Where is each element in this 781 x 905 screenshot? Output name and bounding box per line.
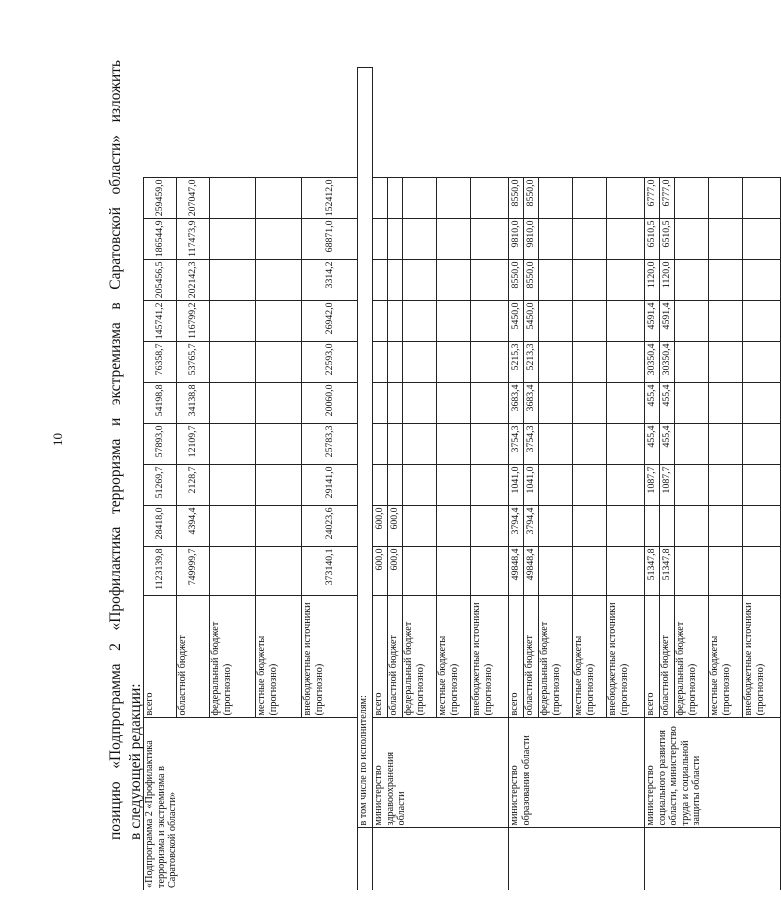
- amount-cell: 24023,6: [302, 506, 358, 547]
- amount-cell: [709, 260, 743, 301]
- blank-cell: [358, 828, 373, 890]
- amount-cell: 30350,4: [645, 342, 660, 383]
- amount-cell: [210, 383, 256, 424]
- amount-cell: [471, 465, 509, 506]
- amount-cell: [675, 424, 709, 465]
- amount-cell: [256, 342, 302, 383]
- amount-cell: 4591,4: [645, 301, 660, 342]
- amount-cell: [373, 178, 388, 219]
- amount-cell: 455,4: [645, 383, 660, 424]
- amount-cell: 68871,0: [302, 219, 358, 260]
- amount-cell: [210, 178, 256, 219]
- source-label: федеральный бюджет (прогнозно): [210, 596, 256, 718]
- amount-cell: 8550,0: [509, 178, 524, 219]
- table-row: [645, 68, 660, 890]
- amount-cell: [607, 342, 645, 383]
- amount-cell: [256, 424, 302, 465]
- blank-cell: [509, 828, 645, 890]
- amount-cell: [256, 301, 302, 342]
- amount-cell: 2128,7: [177, 465, 210, 506]
- source-label: всего: [373, 596, 388, 718]
- amount-cell: [471, 301, 509, 342]
- amount-cell: 76358,7: [144, 342, 177, 383]
- amount-cell: [437, 547, 471, 596]
- amount-cell: [675, 342, 709, 383]
- amount-cell: [709, 342, 743, 383]
- amount-cell: 51347,8: [660, 547, 675, 596]
- table-row: [509, 68, 524, 890]
- amount-cell: [210, 260, 256, 301]
- amount-cell: 51269,7: [144, 465, 177, 506]
- source-label: федеральный бюджет (прогнозно): [539, 596, 573, 718]
- source-label: местные бюджеты (прогнозно): [709, 596, 743, 718]
- amount-cell: 28418,0: [144, 506, 177, 547]
- amount-cell: [210, 547, 256, 596]
- executors-label: в том числе по исполнителям:: [358, 68, 373, 828]
- amount-cell: 749999,7: [177, 547, 210, 596]
- amount-cell: 49848,4: [524, 547, 539, 596]
- amount-cell: [210, 301, 256, 342]
- amount-cell: [471, 506, 509, 547]
- amount-cell: [437, 301, 471, 342]
- amount-cell: [645, 506, 660, 547]
- amount-cell: [607, 301, 645, 342]
- amount-cell: [388, 424, 403, 465]
- amount-cell: 152412,0: [302, 178, 358, 219]
- amount-cell: 186544,9: [144, 219, 177, 260]
- amount-cell: [471, 424, 509, 465]
- amount-cell: [709, 301, 743, 342]
- amount-cell: [743, 178, 781, 219]
- amount-cell: 117473,9: [177, 219, 210, 260]
- amount-cell: [573, 424, 607, 465]
- amount-cell: 373140,1: [302, 547, 358, 596]
- amount-cell: [471, 342, 509, 383]
- amount-cell: 600,0: [373, 547, 388, 596]
- amount-cell: [675, 547, 709, 596]
- source-label: областной бюджет: [177, 596, 210, 718]
- source-label: всего: [509, 596, 524, 718]
- source-label: всего: [645, 596, 660, 718]
- amount-cell: 1120,0: [645, 260, 660, 301]
- source-label: областной бюджет: [524, 596, 539, 718]
- amount-cell: [437, 219, 471, 260]
- source-label: местные бюджеты (прогнозно): [573, 596, 607, 718]
- amount-cell: [607, 219, 645, 260]
- amount-cell: [709, 178, 743, 219]
- amount-cell: 3794,4: [509, 506, 524, 547]
- amount-cell: [675, 178, 709, 219]
- amount-cell: [471, 219, 509, 260]
- amount-cell: [373, 301, 388, 342]
- amount-cell: 600,0: [388, 506, 403, 547]
- amount-cell: 51347,8: [645, 547, 660, 596]
- amount-cell: [403, 219, 437, 260]
- amount-cell: [743, 301, 781, 342]
- amount-cell: [743, 424, 781, 465]
- amount-cell: 5215,3: [509, 342, 524, 383]
- amount-cell: [675, 506, 709, 547]
- amount-cell: 1041,0: [524, 465, 539, 506]
- amount-cell: [709, 547, 743, 596]
- amount-cell: 259459,0: [144, 178, 177, 219]
- blank-cell: [645, 828, 781, 890]
- amount-cell: [743, 465, 781, 506]
- amount-cell: 600,0: [388, 547, 403, 596]
- amount-cell: [471, 178, 509, 219]
- source-label: внебюджетные источники (прогнозно): [743, 596, 781, 718]
- amount-cell: [709, 506, 743, 547]
- amount-cell: [256, 465, 302, 506]
- amount-cell: [210, 506, 256, 547]
- amount-cell: [539, 178, 573, 219]
- amount-cell: [403, 260, 437, 301]
- amount-cell: 6510,5: [660, 219, 675, 260]
- amount-cell: 116799,2: [177, 301, 210, 342]
- amount-cell: 8550,0: [524, 178, 539, 219]
- table-row: [373, 68, 388, 890]
- amount-cell: 4394,4: [177, 506, 210, 547]
- amount-cell: [709, 465, 743, 506]
- amount-cell: [607, 383, 645, 424]
- amount-cell: [403, 547, 437, 596]
- amount-cell: [437, 342, 471, 383]
- amount-cell: [743, 219, 781, 260]
- amount-cell: 6777,0: [645, 178, 660, 219]
- amount-cell: 9810,0: [509, 219, 524, 260]
- amount-cell: 5450,0: [524, 301, 539, 342]
- amount-cell: [388, 465, 403, 506]
- program-title: «Подпрограмма 2 «Профилактика терроризма и экстремизма в Саратовской области»: [144, 718, 358, 890]
- amount-cell: 3754,3: [524, 424, 539, 465]
- source-label: местные бюджеты (прогнозно): [437, 596, 471, 718]
- executor-name: министерство социального развития области, министерство труда и социальной защиты области: [645, 718, 781, 828]
- amount-cell: [675, 465, 709, 506]
- amount-cell: [256, 260, 302, 301]
- amount-cell: 4591,4: [660, 301, 675, 342]
- amount-cell: [437, 506, 471, 547]
- amount-cell: [573, 547, 607, 596]
- amount-cell: [437, 260, 471, 301]
- table-row: [358, 68, 373, 890]
- amount-cell: [471, 547, 509, 596]
- amount-cell: 3314,2: [302, 260, 358, 301]
- amount-cell: [573, 260, 607, 301]
- source-label: внебюджетные источники (прогнозно): [302, 596, 358, 718]
- amount-cell: [607, 547, 645, 596]
- amount-cell: [373, 260, 388, 301]
- amount-cell: [403, 506, 437, 547]
- amount-cell: [388, 383, 403, 424]
- amount-cell: 3683,4: [509, 383, 524, 424]
- amount-cell: [607, 424, 645, 465]
- amount-cell: [539, 506, 573, 547]
- amount-cell: [388, 178, 403, 219]
- amount-cell: [539, 424, 573, 465]
- amount-cell: [539, 342, 573, 383]
- amount-cell: 30350,4: [660, 342, 675, 383]
- amount-cell: [573, 301, 607, 342]
- source-label: федеральный бюджет (прогнозно): [403, 596, 437, 718]
- amount-cell: [539, 547, 573, 596]
- amount-cell: 54198,8: [144, 383, 177, 424]
- amount-cell: 22593,0: [302, 342, 358, 383]
- amount-cell: 25783,3: [302, 424, 358, 465]
- amount-cell: 3683,4: [524, 383, 539, 424]
- amount-cell: [373, 424, 388, 465]
- source-label: областной бюджет: [660, 596, 675, 718]
- amount-cell: [388, 301, 403, 342]
- amount-cell: 455,4: [645, 424, 660, 465]
- amount-cell: [675, 219, 709, 260]
- amount-cell: [373, 219, 388, 260]
- amount-cell: [573, 506, 607, 547]
- amount-cell: [388, 219, 403, 260]
- amount-cell: [256, 506, 302, 547]
- amount-cell: 1123139,8: [144, 547, 177, 596]
- amount-cell: [573, 178, 607, 219]
- amount-cell: [539, 301, 573, 342]
- amount-cell: [743, 383, 781, 424]
- amount-cell: [437, 178, 471, 219]
- amount-cell: [675, 301, 709, 342]
- heading-line-2: в следующей редакции:: [127, 683, 144, 840]
- amount-cell: [210, 342, 256, 383]
- amount-cell: [539, 219, 573, 260]
- amount-cell: 207047,0: [177, 178, 210, 219]
- heading-line-1: позицию «Подпрограмма 2 «Профилактика терроризма и экстремизма в Саратовской области» изложить: [107, 60, 124, 840]
- amount-cell: [437, 383, 471, 424]
- amount-cell: [660, 506, 675, 547]
- source-label: федеральный бюджет (прогнозно): [675, 596, 709, 718]
- amount-cell: [607, 260, 645, 301]
- amount-cell: [403, 342, 437, 383]
- amount-cell: [403, 383, 437, 424]
- page-number: 10: [50, 433, 65, 446]
- source-label: областной бюджет: [388, 596, 403, 718]
- amount-cell: 53765,7: [177, 342, 210, 383]
- amount-cell: 202142,3: [177, 260, 210, 301]
- table-row: [144, 68, 177, 890]
- amount-cell: 5450,0: [509, 301, 524, 342]
- amount-cell: [403, 178, 437, 219]
- amount-cell: [607, 465, 645, 506]
- amount-cell: [539, 383, 573, 424]
- amount-cell: 6510,5: [645, 219, 660, 260]
- amount-cell: [709, 424, 743, 465]
- amount-cell: 145741,2: [144, 301, 177, 342]
- amount-cell: [743, 506, 781, 547]
- amount-cell: 8550,0: [509, 260, 524, 301]
- amount-cell: [256, 383, 302, 424]
- amount-cell: [709, 383, 743, 424]
- amount-cell: [256, 547, 302, 596]
- amount-cell: [573, 219, 607, 260]
- amount-cell: 8550,0: [524, 260, 539, 301]
- amount-cell: [403, 465, 437, 506]
- amount-cell: 34138,8: [177, 383, 210, 424]
- source-label: всего: [144, 596, 177, 718]
- amount-cell: [388, 342, 403, 383]
- amount-cell: [373, 465, 388, 506]
- amount-cell: [437, 465, 471, 506]
- amount-cell: [471, 383, 509, 424]
- source-label: местные бюджеты (прогнозно): [256, 596, 302, 718]
- amount-cell: [675, 383, 709, 424]
- amount-cell: 3794,4: [524, 506, 539, 547]
- executor-name: министерство образования области: [509, 718, 645, 828]
- source-label: внебюджетные источники (прогнозно): [607, 596, 645, 718]
- amount-cell: 1087,7: [645, 465, 660, 506]
- amount-cell: [437, 424, 471, 465]
- source-label: внебюджетные источники (прогнозно): [471, 596, 509, 718]
- funding-table: [143, 67, 781, 890]
- funding-table-container: [143, 68, 766, 890]
- amount-cell: 57893,0: [144, 424, 177, 465]
- amount-cell: [256, 219, 302, 260]
- amount-cell: [573, 342, 607, 383]
- amount-cell: [210, 219, 256, 260]
- amount-cell: 6777,0: [660, 178, 675, 219]
- amendment-heading: [106, 60, 146, 840]
- amount-cell: [256, 178, 302, 219]
- amount-cell: [573, 465, 607, 506]
- amount-cell: [607, 506, 645, 547]
- amount-cell: 1087,7: [660, 465, 675, 506]
- amount-cell: 455,4: [660, 383, 675, 424]
- amount-cell: 1041,0: [509, 465, 524, 506]
- amount-cell: [743, 342, 781, 383]
- amount-cell: [388, 260, 403, 301]
- amount-cell: 1120,0: [660, 260, 675, 301]
- amount-cell: [539, 260, 573, 301]
- amount-cell: 455,4: [660, 424, 675, 465]
- amount-cell: [210, 424, 256, 465]
- amount-cell: 600,0: [373, 506, 388, 547]
- amount-cell: [607, 178, 645, 219]
- amount-cell: [403, 301, 437, 342]
- blank-cell: [373, 828, 509, 890]
- amount-cell: [210, 465, 256, 506]
- amount-cell: 5213,3: [524, 342, 539, 383]
- amount-cell: [373, 342, 388, 383]
- amount-cell: [471, 260, 509, 301]
- amount-cell: 9810,0: [524, 219, 539, 260]
- amount-cell: 26942,0: [302, 301, 358, 342]
- amount-cell: [373, 383, 388, 424]
- amount-cell: [743, 260, 781, 301]
- amount-cell: [539, 465, 573, 506]
- amount-cell: [709, 219, 743, 260]
- amount-cell: 12109,7: [177, 424, 210, 465]
- executor-name: министерство здравоохранения области: [373, 718, 509, 828]
- amount-cell: 29141,0: [302, 465, 358, 506]
- amount-cell: 49848,4: [509, 547, 524, 596]
- amount-cell: [743, 547, 781, 596]
- amount-cell: 205456,5: [144, 260, 177, 301]
- amount-cell: 3754,3: [509, 424, 524, 465]
- amount-cell: [403, 424, 437, 465]
- amount-cell: [573, 383, 607, 424]
- amount-cell: 20060,0: [302, 383, 358, 424]
- amount-cell: [675, 260, 709, 301]
